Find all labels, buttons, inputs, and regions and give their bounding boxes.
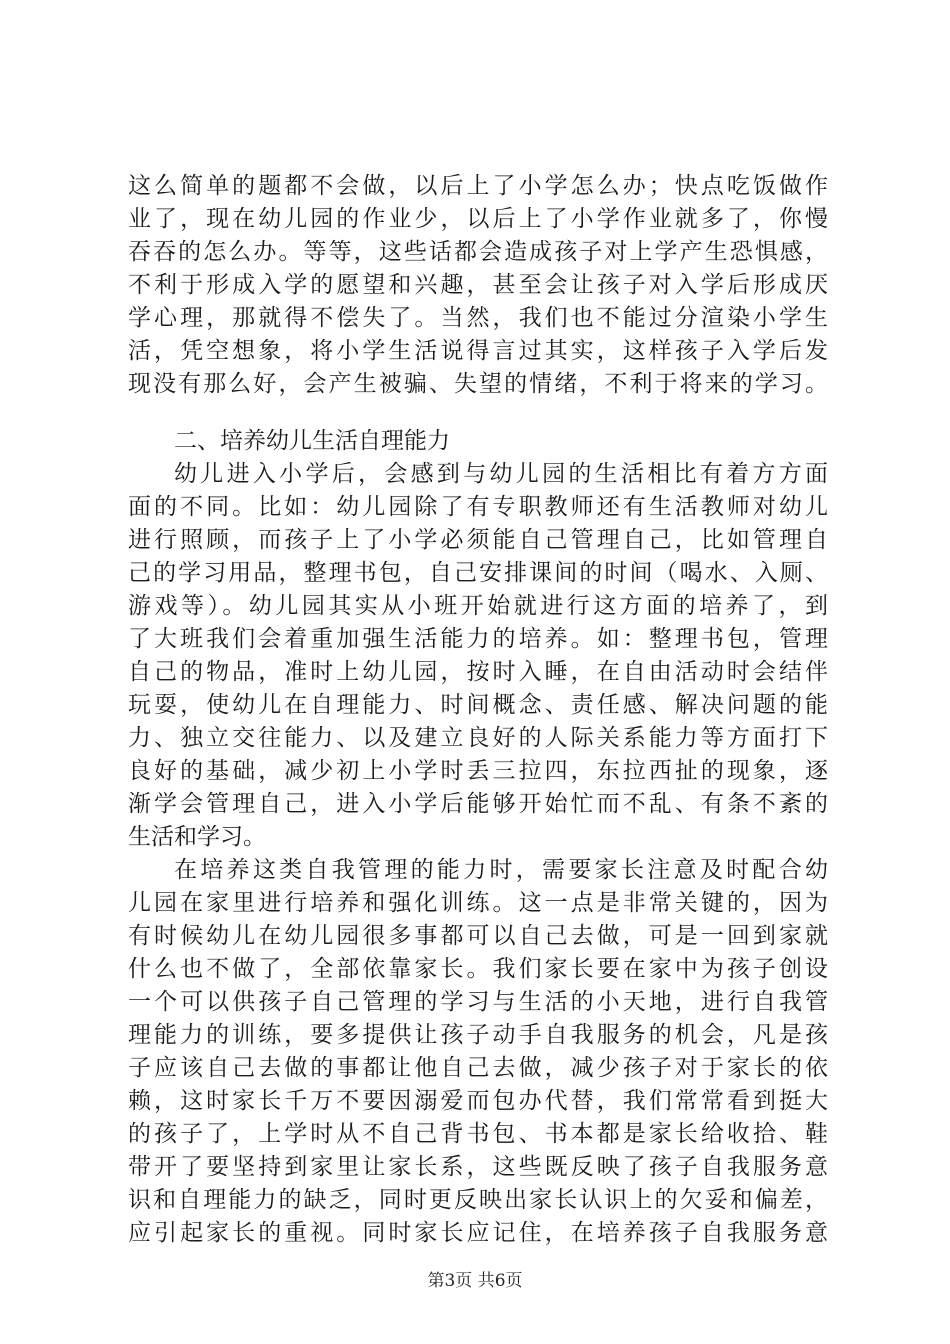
page-number: 第3页 共6页 bbox=[427, 1271, 523, 1291]
text-line: 生活和学习。 bbox=[128, 824, 266, 850]
text-line: 这么简单的题都不会做，以后上了小学怎么办；快点吃饭做作 bbox=[128, 173, 828, 199]
text-line: 儿园在家里进行培养和强化训练。这一点是非常关键的，因为 bbox=[128, 890, 828, 916]
text-line: 了大班我们会着重加强生活能力的培养。如：整理书包，管理 bbox=[128, 626, 828, 652]
text-line: 己的学习用品，整理书包，自己安排课间的时间（喝水、入厕、 bbox=[128, 560, 828, 586]
text-line: 有时候幼儿在幼儿园很多事都可以自己去做，可是一回到家就 bbox=[128, 923, 828, 949]
text-line: 应引起家长的重视。同时家长应记住，在培养孩子自我服务意 bbox=[128, 1220, 828, 1246]
text-line: 面的不同。比如：幼儿园除了有专职教师还有生活教师对幼儿 bbox=[128, 494, 828, 520]
text-line: 吞吞的怎么办。等等，这些话都会造成孩子对上学产生恐惧感， bbox=[128, 239, 828, 265]
text-line: 玩耍，使幼儿在自理能力、时间概念、责任感、解决问题的能 bbox=[128, 692, 828, 718]
text-line: 良好的基础，减少初上小学时丢三拉四，东拉西扯的现象，逐 bbox=[128, 758, 828, 784]
text-line: 自己的物品，准时上幼儿园，按时入睡，在自由活动时会结伴 bbox=[128, 659, 828, 685]
text-line: 识和自理能力的缺乏，同时更反映出家长认识上的欠妥和偏差， bbox=[128, 1187, 828, 1213]
text-line: 一个可以供孩子自己管理的学习与生活的小天地，进行自我管 bbox=[128, 989, 828, 1015]
text-line: 在培养这类自我管理的能力时，需要家长注意及时配合幼 bbox=[174, 857, 828, 883]
text-line: 游戏等）。幼儿园其实从小班开始就进行这方面的培养了，到 bbox=[128, 593, 828, 619]
text-line: 进行照顾，而孩子上了小学必须能自己管理自己，比如管理自 bbox=[128, 527, 828, 553]
text-line: 学心理，那就得不偿失了。当然，我们也不能过分渲染小学生 bbox=[128, 305, 828, 331]
text-line: 什么也不做了，全部依靠家长。我们家长要在家中为孩子创设 bbox=[128, 956, 828, 982]
text-line: 子应该自己去做的事都让他自己去做，减少孩子对于家长的依 bbox=[128, 1055, 828, 1081]
text-line: 现没有那么好，会产生被骗、失望的情绪，不利于将来的学习。 bbox=[128, 371, 828, 397]
text-line: 活，凭空想象，将小学生活说得言过其实，这样孩子入学后发 bbox=[128, 338, 828, 364]
text-line: 的孩子了，上学时从不自己背书包、书本都是家长给收拾、鞋 bbox=[128, 1121, 828, 1147]
text-line: 带开了要坚持到家里让家长系，这些既反映了孩子自我服务意 bbox=[128, 1154, 828, 1180]
text-line: 力、独立交往能力、以及建立良好的人际关系能力等方面打下 bbox=[128, 725, 828, 751]
text-line: 理能力的训练，要多提供让孩子动手自我服务的机会，凡是孩 bbox=[128, 1022, 828, 1048]
document-body bbox=[128, 170, 828, 1250]
section-heading: 二、培养幼儿生活自理能力 bbox=[174, 428, 450, 454]
text-line: 渐学会管理自己，进入小学后能够开始忙而不乱、有条不紊的 bbox=[128, 791, 828, 817]
text-line: 业了，现在幼儿园的作业少，以后上了小学作业就多了，你慢 bbox=[128, 206, 828, 232]
text-line: 幼儿进入小学后，会感到与幼儿园的生活相比有着方方面 bbox=[174, 461, 828, 487]
text-line: 赖，这时家长千万不要因溺爱而包办代替，我们常常看到挺大 bbox=[128, 1088, 828, 1114]
text-line: 不利于形成入学的愿望和兴趣，甚至会让孩子对入学后形成厌 bbox=[128, 272, 828, 298]
